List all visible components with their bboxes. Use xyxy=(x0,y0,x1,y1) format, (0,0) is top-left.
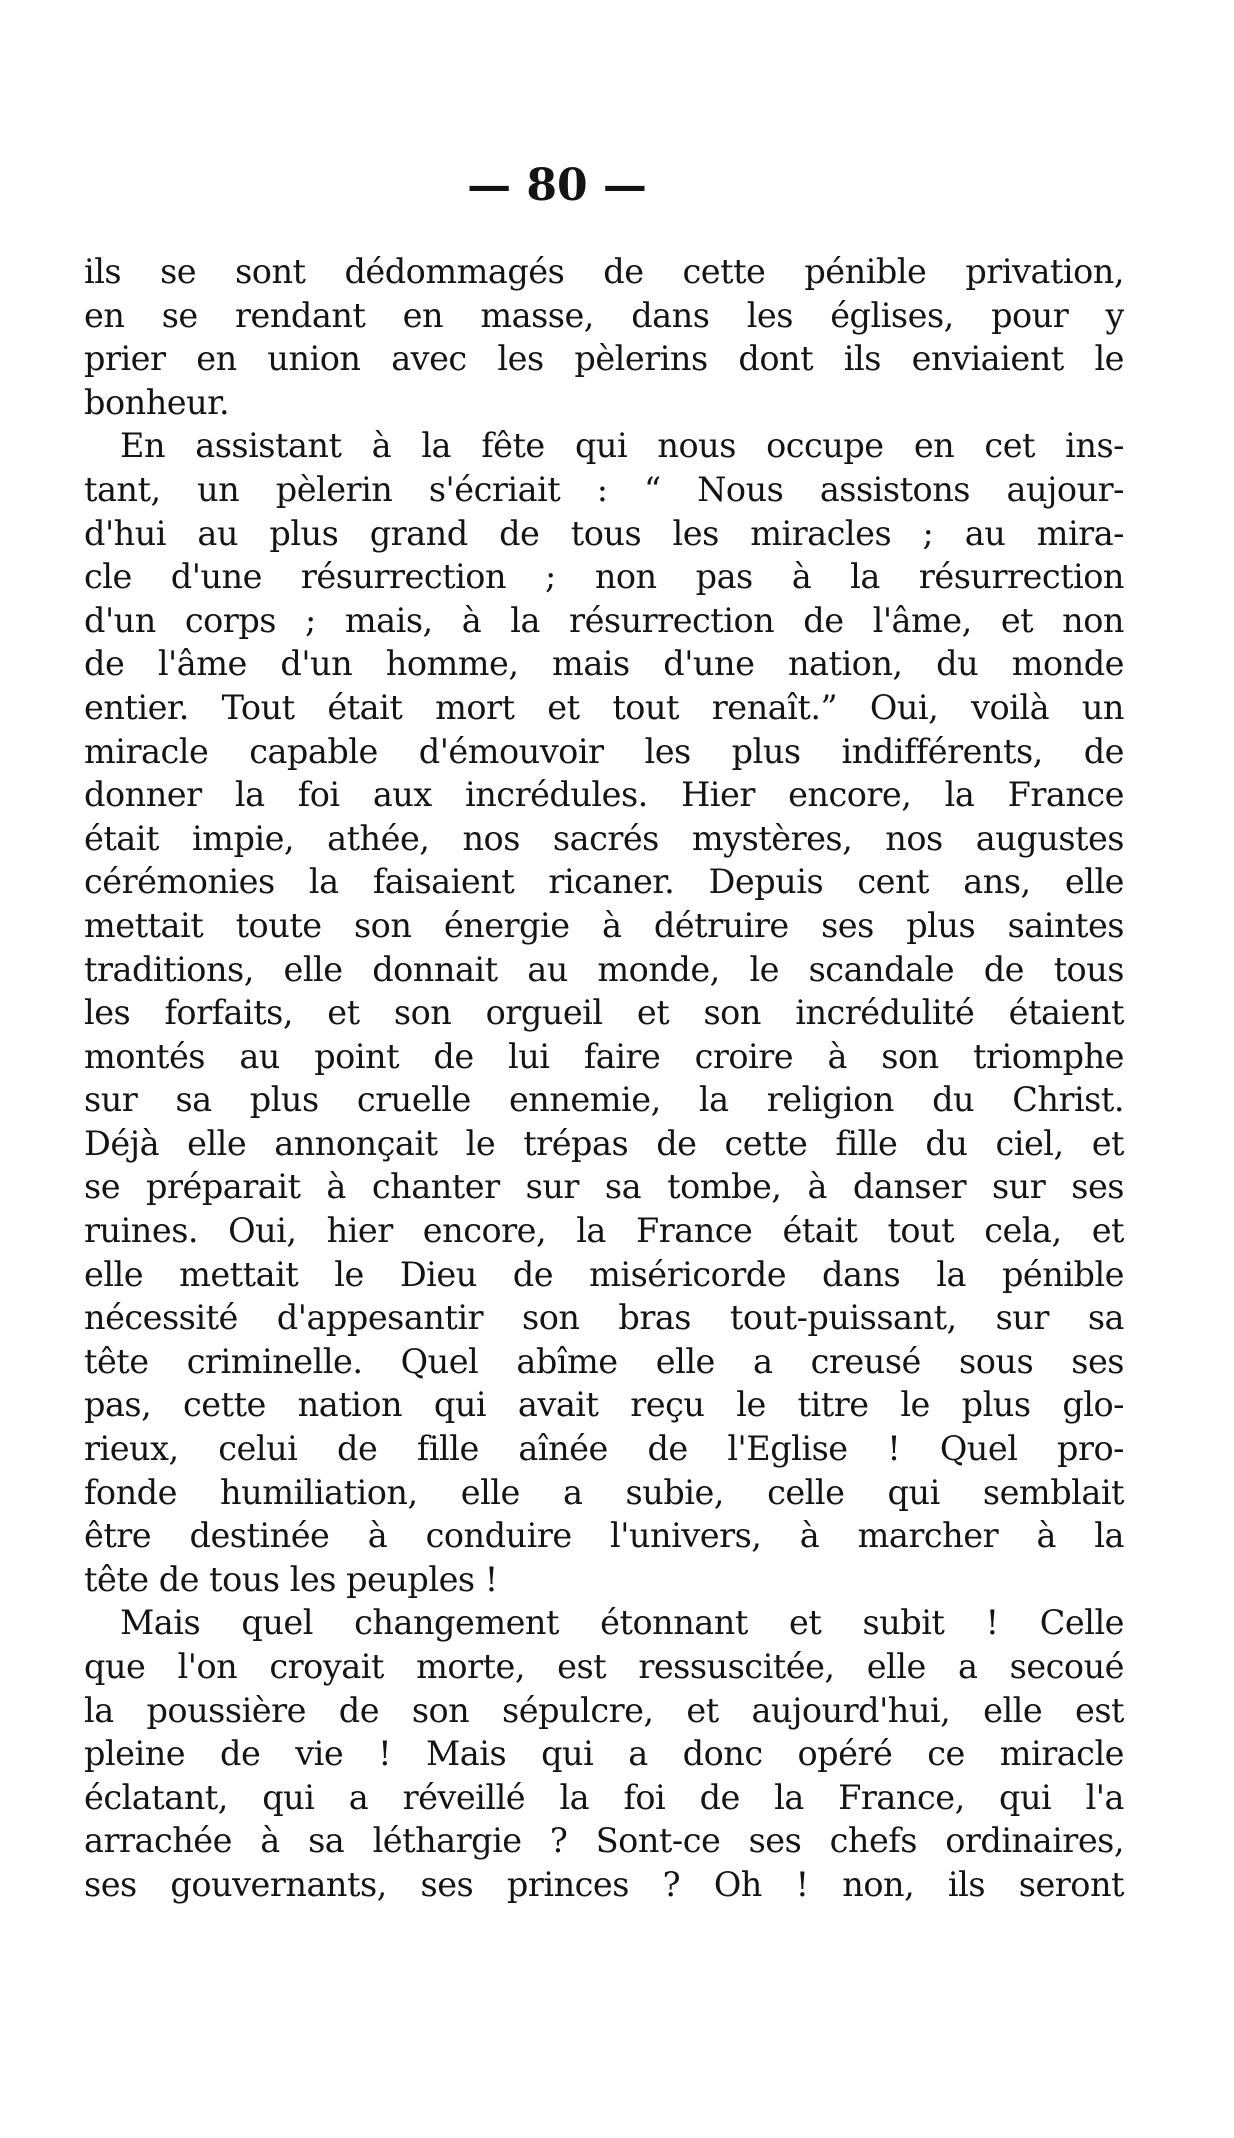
text-line: éclatant, qui a réveillé la foi de la France, qui l'a xyxy=(84,1777,1124,1817)
text-line: Mais quel changement étonnant et subit ! Celle xyxy=(120,1603,1124,1643)
text-line: pleine de vie ! Mais qui a donc opéré ce miracle xyxy=(84,1734,1124,1774)
text-line: ruines. Oui, hier encore, la France était tout cela, et xyxy=(84,1211,1124,1251)
text-line: bonheur. xyxy=(84,382,230,422)
text-line: montés au point de lui faire croire à son triomphe xyxy=(84,1036,1124,1076)
text-line: était impie, athée, nos sacrés mystères, nos augustes xyxy=(84,818,1124,858)
text-line: sur sa plus cruelle ennemie, la religion du Christ. xyxy=(84,1080,1124,1120)
text-line: rieux, celui de fille aînée de l'Eglise ! Quel pro- xyxy=(84,1429,1124,1469)
text-line: arrachée à sa léthargie ? Sont-ce ses chefs ordinaires, xyxy=(84,1821,1124,1861)
page-number: — 80 — xyxy=(467,160,647,211)
text-line: que l'on croyait morte, est ressuscitée, elle a secoué xyxy=(84,1647,1124,1686)
text-line: elle mettait le Dieu de miséricorde dans la pénible xyxy=(84,1254,1124,1294)
text-line: ses gouvernants, ses princes ? Oh ! non, ils seront xyxy=(84,1864,1124,1904)
text-line: entier. Tout était mort et tout renaît.” Oui, voilà un xyxy=(84,687,1124,727)
text-line: tête criminelle. Quel abîme elle a creusé sous ses xyxy=(84,1341,1124,1381)
text-line: Déjà elle annonçait le trépas de cette fille du ciel, et xyxy=(84,1123,1124,1163)
text-line: ils se sont dédommagés de cette pénible privation, xyxy=(84,252,1124,291)
body-text xyxy=(84,250,1124,1907)
text-line: En assistant à la fête qui nous occupe en cet ins- xyxy=(120,426,1124,466)
text-line: nécessité d'appesantir son bras tout-puissant, sur sa xyxy=(84,1298,1124,1338)
text-line: cérémonies la faisaient ricaner. Depuis cent ans, elle xyxy=(84,862,1124,902)
text-line: miracle capable d'émouvoir les plus indifférents, de xyxy=(84,731,1124,771)
text-line: mettait toute son énergie à détruire ses plus saintes xyxy=(84,905,1124,945)
text-line: la poussière de son sépulcre, et aujourd'hui, elle est xyxy=(84,1690,1124,1730)
text-line: en se rendant en masse, dans les églises, pour y xyxy=(84,295,1124,335)
text-line: pas, cette nation qui avait reçu le titre le plus glo- xyxy=(84,1385,1124,1425)
text-line: de l'âme d'un homme, mais d'une nation, du monde xyxy=(84,644,1124,684)
text-line: d'hui au plus grand de tous les miracles ; au mira- xyxy=(84,513,1124,553)
text-line: cle d'une résurrection ; non pas à la résurrection xyxy=(84,557,1124,597)
text-line: fonde humiliation, elle a subie, celle qui semblait xyxy=(84,1472,1124,1512)
text-line: prier en union avec les pèlerins dont ils enviaient le xyxy=(84,339,1124,379)
text-line: être destinée à conduire l'univers, à marcher à la xyxy=(84,1516,1124,1556)
text-line: d'un corps ; mais, à la résurrection de l'âme, et non xyxy=(84,600,1124,640)
text-line: les forfaits, et son orgueil et son incrédulité étaient xyxy=(84,993,1124,1033)
text-line: tête de tous les peuples ! xyxy=(84,1559,498,1599)
text-line: tant, un pèlerin s'écriait : “ Nous assistons aujour- xyxy=(84,469,1124,509)
text-line: se préparait à chanter sur sa tombe, à danser sur ses xyxy=(84,1167,1124,1207)
text-line: donner la foi aux incrédules. Hier encore, la France xyxy=(84,775,1124,815)
text-line: traditions, elle donnait au monde, le scandale de tous xyxy=(84,949,1124,989)
